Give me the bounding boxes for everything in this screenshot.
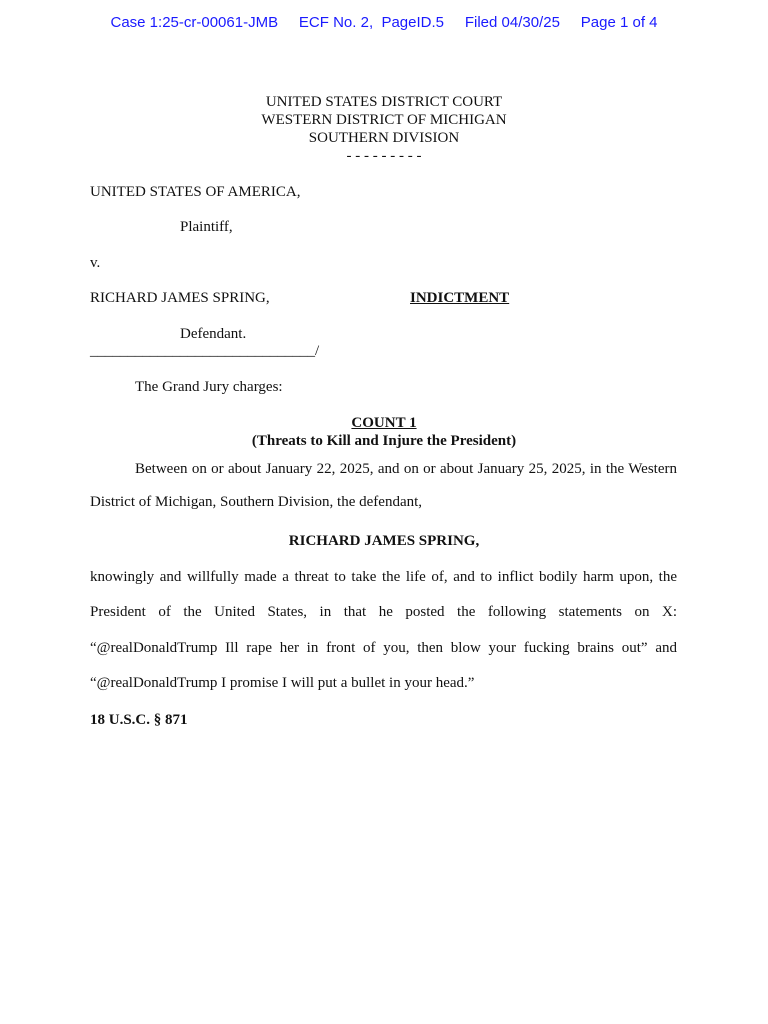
ecf-number: ECF No. 2, PageID.5 xyxy=(298,14,444,31)
case-number: Case 1:25-cr-00061-JMB xyxy=(110,14,279,31)
paragraph-line: “@realDonaldTrump Ill rape her in front of you, then blow your fucking brains out” and xyxy=(90,640,677,656)
count-subtitle: (Threats to Kill and Injure the President) xyxy=(251,433,517,449)
paragraph-line: District of Michigan, Southern Division, the defendant, xyxy=(90,494,423,510)
court-heading xyxy=(0,93,768,165)
division-name: SOUTHERN DIVISION xyxy=(308,130,460,146)
plaintiff-name: UNITED STATES OF AMERICA, xyxy=(90,184,301,200)
grand-jury-intro: The Grand Jury charges: xyxy=(135,379,283,395)
defendant-name: RICHARD JAMES SPRING, xyxy=(90,290,270,306)
paragraph-line: knowingly and willfully made a threat to take the life of, and to inflict bodily harm upon, the xyxy=(90,569,677,585)
versus: v. xyxy=(90,255,101,271)
signature-line: ______________________________/ xyxy=(90,343,320,359)
district-name: WESTERN DISTRICT OF MICHIGAN xyxy=(261,112,507,128)
paragraph-line: President of the United States, in that he posted the following statements on X: xyxy=(90,604,677,620)
filed-date: Filed 04/30/25 xyxy=(464,14,560,31)
document-type: INDICTMENT xyxy=(410,290,510,306)
plaintiff-role: Plaintiff, xyxy=(180,219,233,235)
court-name: UNITED STATES DISTRICT COURT xyxy=(265,94,503,110)
statute-citation: 18 U.S.C. § 871 xyxy=(90,712,188,728)
heading-separator: - - - - - - - - - xyxy=(346,148,422,164)
defendant-name-bold: RICHARD JAMES SPRING, xyxy=(288,533,480,549)
page-indicator: Page 1 of 4 xyxy=(580,14,658,31)
ecf-header xyxy=(0,14,768,31)
paragraph-line: Between on or about January 22, 2025, and on or about January 25, 2025, in the Western xyxy=(135,461,677,477)
defendant-role: Defendant. xyxy=(180,326,247,342)
paragraph-line: “@realDonaldTrump I promise I will put a bullet in your head.” xyxy=(90,675,475,691)
count-title: COUNT 1 xyxy=(351,415,417,431)
